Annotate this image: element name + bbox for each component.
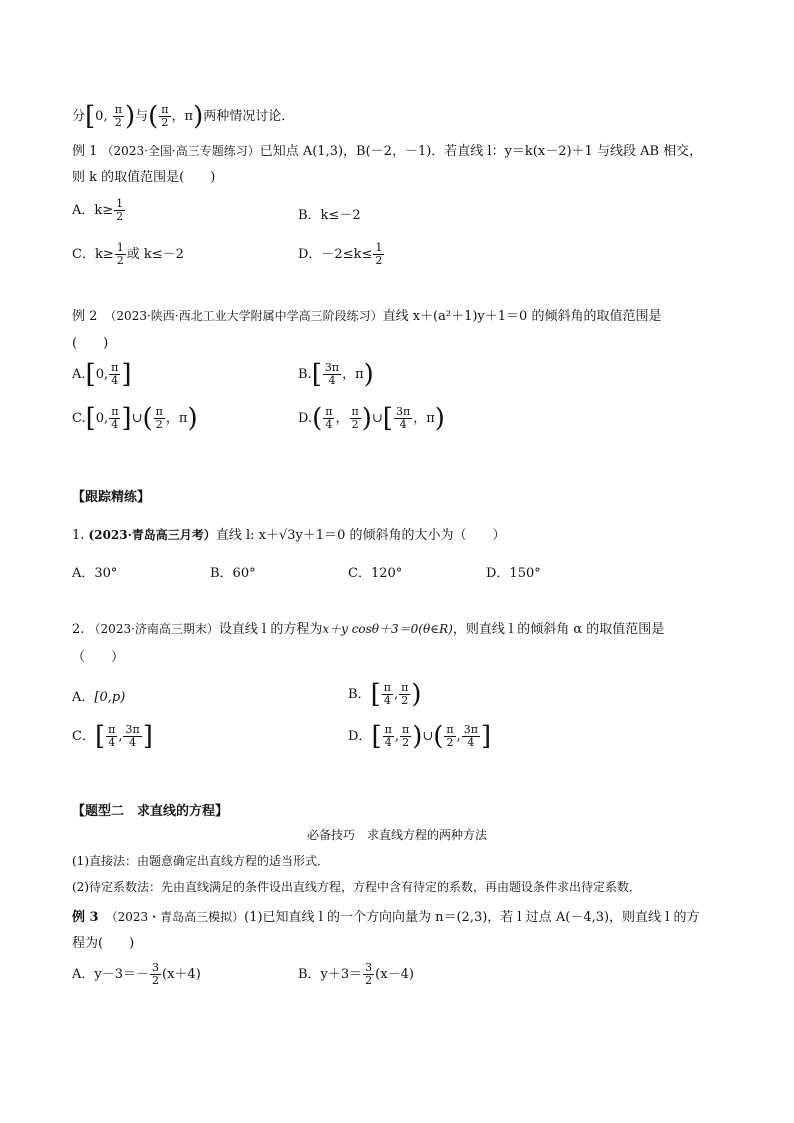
practice-q1-option-b: B．60° [210,566,256,581]
example-2-option-c: C.[0, $\frac{\pi}{4}$ ]∪( $\frac{\pi}{2}$ ，π) [72,403,198,434]
practice-q2-paren: （ ） [72,650,125,665]
practice-q1-option-c: C．120° [348,566,403,581]
frac-pi-2: $\frac{\pi}{2}$ [114,103,122,129]
example-1-option-d: D．－2≤k≤ $\frac{1}{2}$ [298,241,383,267]
example-1-label: 例 1 [72,144,98,159]
example-3-stem: 例 3 （2023・青岛高三模拟）(1)已知直线 l 的一个方向向量为 n＝(2,3)，若 l 过点 A(－4,3)，则直线 l 的方 [72,910,700,925]
practice-q1: 1. (2023·青岛高三月考）直线 l: x＋√3y＋1＝0 的倾斜角的大小为（ ） [72,528,506,543]
practice-q2-option-a: A．[0,p) [72,690,126,705]
example-2-stem: 例 2 （2023·陕西·西北工业大学附属中学高三阶段练习）直线 x＋(a²＋1)y＋1＝0 的倾斜角的取值范围是 [72,309,662,324]
practice-heading: 【跟踪精练】 [72,490,151,505]
intro-line: 分[0, $\frac{\pi}{2}$ )与( $\frac{\pi}{2}$ ，π)两种情况讨论． [72,101,295,132]
method-2: (2)待定系数法：先由直线满足的条件设出直线方程，方程中含有待定的系数，再由题设条件求出待定系数． [72,880,642,894]
example-1-source: （2023·全国·高三专题练习） [101,144,260,158]
example-1-option-a: A．k≥ $\frac{1}{2}$ [72,197,124,223]
example-2-option-d: D.( $\frac{\pi}{4}$ ， $\frac{\pi}{2}$ )∪[ $\frac{3\pi}{4}$ ，π) [298,403,445,434]
practice-q2-option-c: C．[ $\frac{\pi}{4}$ , $\frac{3\pi}{4}$ ] [72,721,153,752]
practice-q1-option-d: D．150° [486,566,541,581]
practice-q2-option-b: B．[ $\frac{\pi}{4}$ , $\frac{\pi}{2}$ ) [348,679,422,710]
example-1-option-b: B．k≤－2 [298,208,361,223]
example-3-option-b: B．y＋3＝ $\frac{3}{2}$ (x－4) [298,961,414,987]
example-1-stem-2: 则 k 的取值范围是( ) [72,170,216,185]
example-3-stem-2: 程为( ) [72,936,135,951]
practice-q2-equation: x＋y cosθ＋3＝0(θ∈R) [322,622,453,636]
example-3-option-a: A．y－3＝－ $\frac{3}{2}$ (x＋4) [72,961,201,987]
example-2-stem-2: ( ) [72,336,109,351]
example-1-option-c: C．k≥ $\frac{1}{2}$ 或 k≤－2 [72,241,184,267]
skill-title: 必备技巧 求直线方程的两种方法 [306,828,487,842]
section-2-heading: 【题型二 求直线的方程】 [72,804,229,819]
practice-q2-option-d: D．[ $\frac{\pi}{4}$ , $\frac{\pi}{2}$ )∪( $\frac{\pi}{2}$ , $\frac{3\pi}{4}$ ] [348,721,492,752]
practice-q2: 2. （2023·济南高三期末）设直线 l 的方程为x＋y cosθ＋3＝0(θ∈R)，则直线 l 的倾斜角 α 的取值范围是 [72,622,665,637]
practice-q1-option-a: A．30° [72,566,118,581]
example-1-stem: 例 1 （2023·全国·高三专题练习）已知点 A(1,3)，B(－2，－1)．若直线 l：y＝k(x－2)＋1 与线段 AB 相交， [72,144,703,159]
example-2-option-b: B.[ $\frac{3\pi}{4}$ ，π) [298,359,374,390]
method-1: (1)直接法：由题意确定出直线方程的适当形式． [72,854,329,868]
example-2-option-a: A.[0, $\frac{\pi}{4}$ ] [72,359,132,390]
